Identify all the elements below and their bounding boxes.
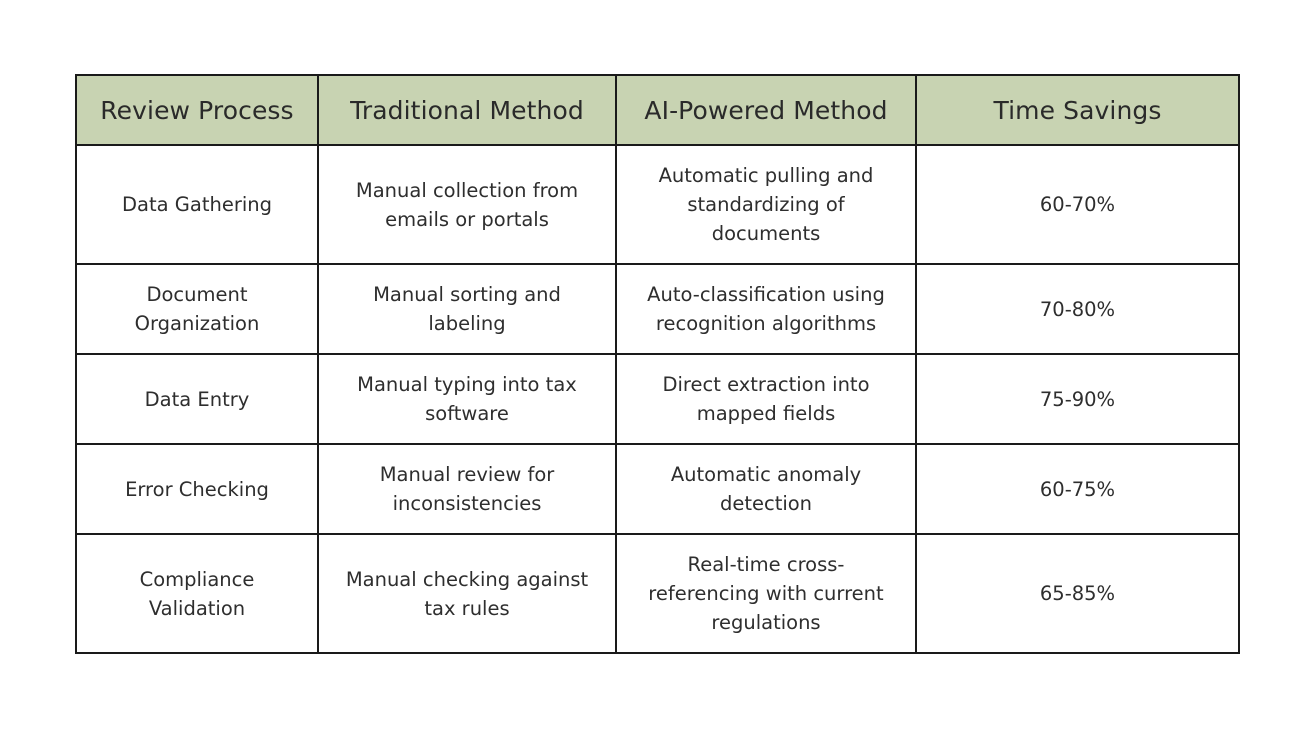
cell-ai-powered-method: Automatic pulling and standardizing of documents (616, 145, 916, 264)
cell-traditional-method: Manual sorting and labeling (318, 264, 616, 354)
cell-ai-powered-method: Direct extraction into mapped fields (616, 354, 916, 444)
table-row (76, 354, 1239, 444)
cell-ai-powered-method: Automatic anomaly detection (616, 444, 916, 534)
header-ai-powered-method: AI-Powered Method (616, 75, 916, 145)
cell-ai-powered-method: Real-time cross-referencing with current regulations (616, 534, 916, 653)
table-row (76, 145, 1239, 264)
cell-traditional-method: Manual collection from emails or portals (318, 145, 616, 264)
cell-review-process: Data Gathering (76, 145, 318, 264)
cell-traditional-method: Manual review for inconsistencies (318, 444, 616, 534)
cell-traditional-method: Manual checking against tax rules (318, 534, 616, 653)
cell-time-savings: 65-85% (916, 534, 1239, 653)
cell-time-savings: 60-70% (916, 145, 1239, 264)
header-review-process: Review Process (76, 75, 318, 145)
cell-time-savings: 60-75% (916, 444, 1239, 534)
header-traditional-method: Traditional Method (318, 75, 616, 145)
cell-review-process: Error Checking (76, 444, 318, 534)
comparison-table (75, 74, 1240, 654)
table-row (76, 534, 1239, 653)
cell-review-process: Document Organization (76, 264, 318, 354)
cell-time-savings: 70-80% (916, 264, 1239, 354)
table-row (76, 444, 1239, 534)
cell-ai-powered-method: Auto-classification using recognition algorithms (616, 264, 916, 354)
header-row (76, 75, 1239, 145)
header-time-savings: Time Savings (916, 75, 1239, 145)
table-row (76, 264, 1239, 354)
cell-review-process: Compliance Validation (76, 534, 318, 653)
cell-time-savings: 75-90% (916, 354, 1239, 444)
cell-traditional-method: Manual typing into tax software (318, 354, 616, 444)
cell-review-process: Data Entry (76, 354, 318, 444)
